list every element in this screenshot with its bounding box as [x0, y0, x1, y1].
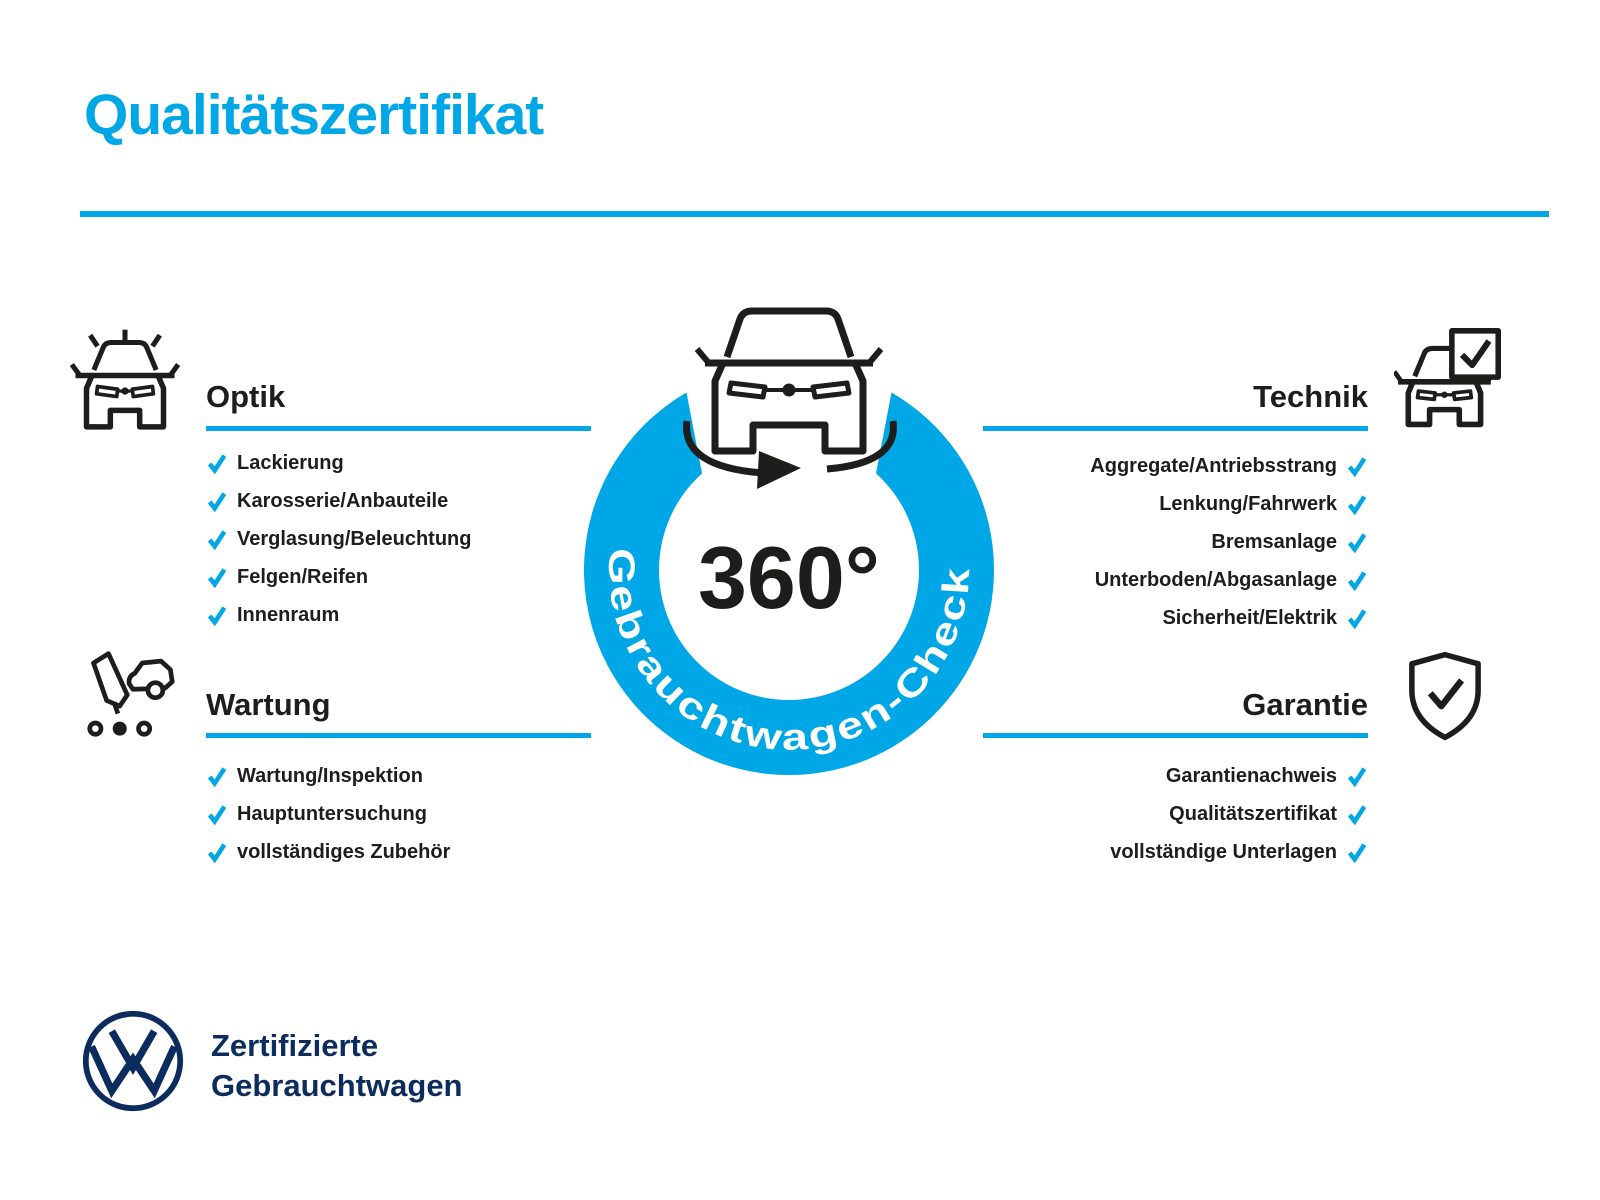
checklist-item-label: Bremsanlage [1211, 530, 1337, 553]
wartung-underline [206, 733, 591, 738]
check-icon [206, 452, 228, 474]
shining-car-icon [70, 326, 180, 436]
check-icon [206, 803, 228, 825]
checklist-item-label: Aggregate/Antriebsstrang [1090, 454, 1337, 477]
checklist-item [206, 795, 626, 833]
checklist-item-label: Garantienachweis [1165, 764, 1337, 787]
checklist-item-label: Karosserie/Anbauteile [237, 489, 449, 512]
section-heading-optik: Optik [206, 379, 286, 414]
check-icon [1346, 765, 1368, 787]
checklist-item-label: Verglasung/Beleuchtung [237, 527, 472, 550]
check-icon [1346, 803, 1368, 825]
checklist-item [900, 795, 1368, 833]
vw-logo [80, 1008, 186, 1114]
title-divider [80, 211, 1549, 217]
checklist-item-label: Lackierung [237, 451, 344, 474]
check-icon [206, 490, 228, 512]
section-heading-garantie: Garantie [1242, 687, 1368, 722]
checklist-item-label: Felgen/Reifen [237, 565, 369, 588]
360-check-badge [575, 295, 1005, 790]
check-icon [1346, 493, 1368, 515]
check-icon [206, 765, 228, 787]
checklist-item-label: Innenraum [237, 603, 340, 626]
section-heading-technik: Technik [1253, 379, 1368, 414]
checklist-item-label: Sicherheit/Elektrik [1162, 606, 1337, 629]
checklist-item-label: Wartung/Inspektion [237, 764, 423, 787]
check-icon [1346, 569, 1368, 591]
brand-claim-line1: Zertifizierte [211, 1028, 379, 1063]
checklist-item [900, 833, 1368, 871]
garantie-underline [983, 733, 1368, 738]
check-icon [206, 604, 228, 626]
checklist-item [206, 596, 626, 634]
check-icon [1346, 531, 1368, 553]
check-icon [1346, 607, 1368, 629]
check-icon [206, 566, 228, 588]
checklist-item [206, 444, 626, 482]
check-icon [206, 528, 228, 550]
checklist-item [206, 833, 626, 871]
checklist-item-label: vollständiges Zubehör [237, 840, 451, 863]
optik-underline [206, 426, 591, 431]
check-icon [1346, 841, 1368, 863]
checklist-item [206, 558, 626, 596]
car-checkbox-icon [1394, 328, 1506, 430]
checklist-item [206, 482, 626, 520]
page-title: Qualitätszertifikat [84, 83, 544, 147]
technik-underline [983, 426, 1368, 431]
shield-check-icon [1406, 650, 1484, 742]
section-heading-wartung: Wartung [206, 687, 331, 722]
check-icon [1346, 455, 1368, 477]
optik-checklist [206, 444, 626, 634]
checklist-item-label: Lenkung/Fahrwerk [1159, 492, 1337, 515]
checklist-item [206, 757, 626, 795]
checklist-item-label: Hauptuntersuchung [237, 802, 427, 825]
service-pencil-car-icon [84, 648, 178, 738]
checklist-item-label: Qualitätszertifikat [1169, 802, 1337, 825]
badge-degrees-label: 360° [697, 528, 881, 627]
badge-ring-label-text: Gebrauchtwagen-Check [600, 547, 978, 759]
check-icon [206, 841, 228, 863]
checklist-item [206, 520, 626, 558]
brand-claim-line2: Gebrauchtwagen [211, 1068, 463, 1103]
wartung-checklist [206, 757, 626, 871]
rotating-car-icon [697, 311, 881, 451]
brand-claim [211, 1026, 463, 1106]
checklist-item-label: Unterboden/Abgasanlage [1094, 568, 1337, 591]
checklist-item-label: vollständige Unterlagen [1110, 840, 1337, 863]
